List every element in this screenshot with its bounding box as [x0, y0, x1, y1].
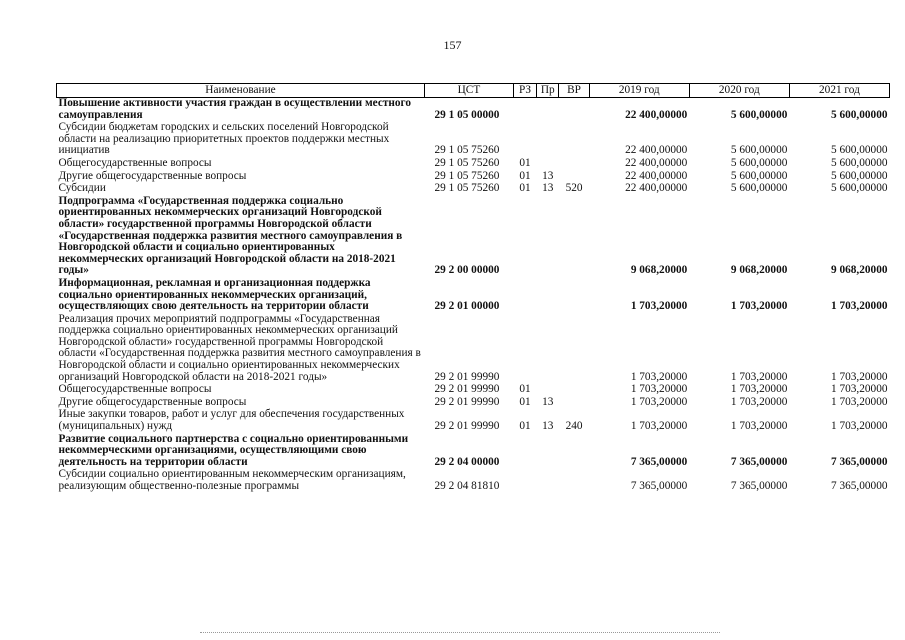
- cell-2019: 9 068,20000: [630, 264, 688, 277]
- table-row: [57, 183, 890, 196]
- cell-2021: 1 703,20000: [831, 383, 888, 396]
- cell-2021: 1 703,20000: [831, 300, 888, 313]
- cell-rz: 01: [519, 182, 531, 195]
- cell-name: Общегосударственные вопросы: [58, 156, 212, 169]
- cell-name: Субсидии: [58, 182, 106, 195]
- cell-cst: 29 2 01 99990: [434, 370, 500, 383]
- cell-cst: 29 1 05 75260: [434, 144, 500, 157]
- table-header-row: [57, 84, 890, 98]
- table-row: [57, 409, 890, 433]
- cell-pr: [537, 384, 559, 397]
- cell-name: Субсидии социально ориентированным некоммерческим организациям, реализующим общественно-полезные программы: [58, 468, 406, 492]
- cell-name: Общегосударственные вопросы: [58, 383, 212, 396]
- cell-rz: [513, 434, 536, 470]
- cell-rz: 01: [519, 420, 531, 433]
- cell-2020: 1 703,20000: [730, 420, 788, 433]
- cell-2021: 5 600,00000: [831, 156, 888, 169]
- cell-cst: 29 2 04 00000: [434, 455, 500, 468]
- cell-name: Реализация прочих мероприятий подпрограммы «Государственная поддержка социально ориентированных некоммерческих организаций Новгородской области» государственной программы Новгородской области «Государственная поддержка развития местного самоуправления в Новгородской области и социально ориентированных некоммерческих организаций Новгородской области на 2018-2021 годы»: [58, 312, 421, 383]
- cell-vr: 520: [565, 182, 583, 195]
- cell-cst: 29 2 04 81810: [434, 480, 500, 492]
- header-name: Наименование: [57, 84, 425, 98]
- cell-2021: 5 600,00000: [831, 144, 888, 157]
- cell-rz: [513, 122, 536, 158]
- cell-pr: [537, 469, 559, 493]
- cell-pr: 13: [542, 169, 554, 182]
- cell-2019: 1 703,20000: [630, 395, 688, 408]
- cell-vr: [559, 469, 589, 493]
- table-row: [57, 122, 890, 158]
- cell-pr: [537, 122, 559, 158]
- table-body: [57, 98, 890, 494]
- cell-name: Субсидии бюджетам городских и сельских поселений Новгородской области на реализацию приоритетных проектов поддержки местных инициатив: [58, 121, 390, 157]
- cell-2021: 1 703,20000: [831, 395, 888, 408]
- cell-2021: 5 600,00000: [831, 108, 888, 121]
- cell-rz: 01: [519, 156, 531, 169]
- cell-2020: 7 365,00000: [730, 455, 788, 468]
- cell-pr: [537, 278, 559, 314]
- cell-2021: 1 703,20000: [831, 370, 888, 383]
- table-row: [57, 314, 890, 385]
- cell-vr: [559, 384, 589, 397]
- header-2021: 2021 год: [789, 84, 889, 98]
- cell-vr: [559, 314, 589, 385]
- cell-pr: [537, 434, 559, 470]
- cell-cst: 29 2 01 00000: [434, 300, 500, 313]
- table-row: [57, 384, 890, 397]
- cell-2019: 1 703,20000: [630, 420, 688, 433]
- cell-cst: 29 2 01 99990: [434, 420, 500, 433]
- cell-2019: 22 400,00000: [625, 108, 688, 121]
- cell-2020: 5 600,00000: [730, 108, 788, 121]
- cell-cst: 29 2 01 99990: [434, 395, 500, 408]
- cell-rz: 01: [519, 395, 531, 408]
- cell-2020: 5 600,00000: [730, 169, 788, 182]
- cell-2019: 22 400,00000: [625, 182, 688, 195]
- cell-vr: [559, 98, 589, 123]
- cell-2019: 1 703,20000: [630, 370, 688, 383]
- budget-table: [56, 83, 890, 494]
- cell-pr: 13: [542, 182, 554, 195]
- cell-pr: 13: [542, 395, 554, 408]
- cell-2020: 9 068,20000: [730, 264, 788, 277]
- cell-2020: 5 600,00000: [730, 182, 788, 195]
- cell-vr: 240: [565, 420, 583, 433]
- cell-cst: 29 1 05 75260: [434, 182, 500, 195]
- cell-name: Иные закупки товаров, работ и услуг для обеспечения государственных (муниципальных) нужд: [58, 408, 405, 433]
- cell-rz: [513, 314, 536, 385]
- cell-vr: [559, 278, 589, 314]
- cell-2021: 7 365,00000: [831, 480, 888, 492]
- cell-cst: 29 2 00 00000: [434, 264, 500, 277]
- cell-2020: 5 600,00000: [730, 156, 788, 169]
- cell-2021: 1 703,20000: [831, 420, 888, 433]
- header-rz: РЗ: [513, 84, 536, 98]
- header-pr: Пр: [537, 84, 559, 98]
- cell-pr: [537, 98, 559, 123]
- cell-2019: 1 703,20000: [630, 300, 688, 313]
- cell-name: Информационная, рекламная и организационная поддержка социально ориентированных некоммерческих организаций, осуществляющих свою деятельность на территории области: [58, 276, 371, 313]
- cell-2019: 22 400,00000: [625, 169, 688, 182]
- cell-rz: [513, 469, 536, 493]
- cell-2019: 7 365,00000: [630, 455, 688, 468]
- header-2019: 2019 год: [589, 84, 689, 98]
- cell-rz: [513, 98, 536, 123]
- cell-2021: 7 365,00000: [831, 455, 888, 468]
- table-row: [57, 469, 890, 493]
- cell-2020: 1 703,20000: [730, 383, 788, 396]
- cell-cst: 29 1 05 75260: [434, 156, 500, 169]
- cell-cst: 29 2 01 99990: [434, 383, 500, 396]
- cell-2020: 1 703,20000: [730, 395, 788, 408]
- cell-2020: 7 365,00000: [730, 480, 788, 492]
- cell-cst: 29 1 05 75260: [434, 169, 500, 182]
- cell-vr: [559, 158, 589, 171]
- cell-2021: 5 600,00000: [831, 182, 888, 195]
- cell-2021: 5 600,00000: [831, 169, 888, 182]
- cell-pr: 13: [542, 420, 554, 433]
- table-row: [57, 196, 890, 278]
- page-number: 157: [443, 38, 462, 52]
- cell-2019: 22 400,00000: [625, 144, 688, 157]
- page-bottom-rule: [200, 632, 720, 634]
- table-row: [57, 434, 890, 470]
- cell-2020: 1 703,20000: [730, 370, 788, 383]
- cell-name: Развитие социального партнерства с социально ориентированными некоммерческими организациями, осуществляющими свою деятельность на территории области: [58, 432, 409, 468]
- table-row: [57, 278, 890, 314]
- cell-name: Подпрограмма «Государственная поддержка социально ориентированных некоммерческих организаций Новгородской области» государственной программы Новгородской области «Государственная поддержка развития местного самоуправления в Новгородской области и социально ориентированных некоммерческих организаций Новгородской области на 2018-2021 годы»: [58, 194, 403, 277]
- cell-vr: [559, 434, 589, 470]
- cell-pr: [537, 196, 559, 278]
- cell-2020: 5 600,00000: [730, 144, 788, 157]
- cell-vr: [559, 122, 589, 158]
- cell-2019: 7 365,00000: [630, 480, 688, 492]
- cell-pr: [537, 158, 559, 171]
- header-cst: ЦСТ: [424, 84, 513, 98]
- cell-cst: 29 1 05 00000: [434, 108, 500, 121]
- header-vr: ВР: [559, 84, 589, 98]
- table-row: [57, 158, 890, 171]
- cell-pr: [537, 314, 559, 385]
- cell-rz: [513, 196, 536, 278]
- cell-2019: 1 703,20000: [630, 383, 688, 396]
- cell-vr: [559, 196, 589, 278]
- cell-rz: 01: [519, 169, 531, 182]
- cell-name: Повышение активности участия граждан в осуществлении местного самоуправления: [58, 97, 412, 121]
- cell-2019: 22 400,00000: [625, 156, 688, 169]
- cell-name: Другие общегосударственные вопросы: [58, 395, 247, 408]
- cell-vr: [559, 397, 589, 410]
- cell-rz: 01: [519, 383, 531, 396]
- cell-2020: 1 703,20000: [730, 300, 788, 313]
- cell-name: Другие общегосударственные вопросы: [58, 169, 247, 182]
- header-2020: 2020 год: [689, 84, 789, 98]
- table-row: [57, 98, 890, 123]
- cell-2021: 9 068,20000: [831, 264, 888, 277]
- cell-rz: [513, 278, 536, 314]
